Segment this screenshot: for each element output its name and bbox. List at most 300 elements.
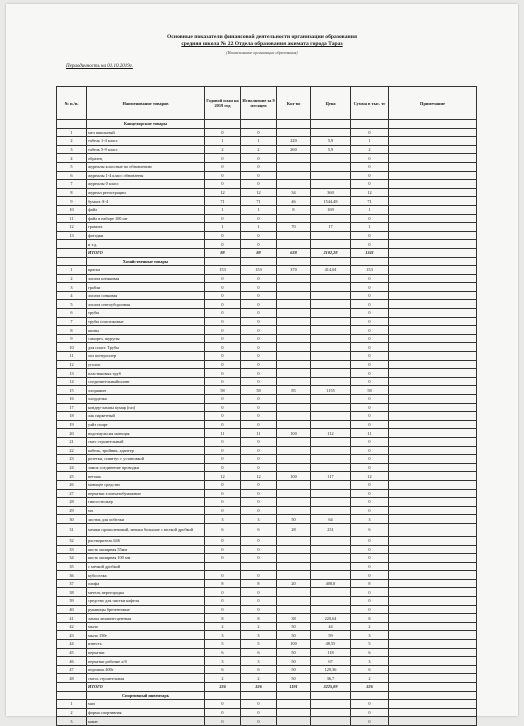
cell-qty: [277, 403, 311, 412]
cell-n: 1: [57, 266, 87, 275]
cell-note: [389, 360, 477, 369]
cell-sum: 0: [351, 506, 389, 515]
cell-sum: 0: [351, 395, 389, 404]
table-row: [57, 154, 477, 163]
cell-plan: 0: [205, 180, 241, 189]
cell-n: 5: [57, 300, 87, 309]
table-row: [57, 360, 477, 369]
cell-exec: 0: [241, 403, 277, 412]
cell-plan: 0: [205, 480, 241, 489]
cell-note: [389, 683, 477, 692]
cell-exec: 0: [241, 420, 277, 429]
cell-exec: 8: [241, 614, 277, 623]
cell-n: 7: [57, 180, 87, 189]
cell-sum: 0: [351, 717, 389, 726]
cell-price: [311, 554, 351, 563]
table-row: [57, 162, 477, 171]
cell-note: [389, 180, 477, 189]
cell-exec: 1: [241, 137, 277, 146]
cell-plan: 6: [205, 648, 241, 657]
section-row: [57, 691, 477, 700]
cell-note: [389, 571, 477, 580]
cell-sum: 8: [351, 614, 389, 623]
cell-plan: 0: [205, 506, 241, 515]
cell-qty: [277, 377, 311, 386]
cell-sum: 1: [351, 205, 389, 214]
cell-price: [311, 326, 351, 335]
cell-price: 5,9: [311, 137, 351, 146]
cell-qty: [277, 420, 311, 429]
cell-price: [311, 412, 351, 421]
table-cell: [57, 691, 87, 700]
table-cell: [389, 120, 477, 129]
cell-sum: 0: [351, 536, 389, 545]
cell-name: хол контроллер: [87, 352, 205, 361]
cell-price: 36,7: [311, 674, 351, 683]
cell-price: [311, 536, 351, 545]
cell-note: [389, 498, 477, 507]
cell-plan: 1: [205, 205, 241, 214]
cell-plan: 3: [205, 515, 241, 524]
cell-price: 169: [311, 205, 351, 214]
cell-sum: 0: [351, 334, 389, 343]
cell-price: [311, 571, 351, 580]
cell-name: перчатки хлопчатобумажные: [87, 489, 205, 498]
cell-sum: 1: [351, 137, 389, 146]
cell-exec: 0: [241, 536, 277, 545]
cell-note: [389, 597, 477, 606]
cell-note: [389, 605, 477, 614]
table-row: [57, 489, 477, 498]
cell-n: 38: [57, 588, 87, 597]
cell-qty: [277, 545, 311, 554]
cell-price: [311, 128, 351, 137]
cell-name: файл: [87, 205, 205, 214]
cell-exec: 0: [241, 334, 277, 343]
table-row: [57, 300, 477, 309]
cell-n: 39: [57, 597, 87, 606]
cell-plan: 88: [205, 248, 241, 257]
table-row: [57, 420, 477, 429]
cell-qty: [277, 554, 311, 563]
table-row: [57, 480, 477, 489]
cell-exec: 88: [241, 248, 277, 257]
table-row: [57, 403, 477, 412]
cell-n: 32: [57, 536, 87, 545]
cell-name: уголок: [87, 360, 205, 369]
cell-note: [389, 489, 477, 498]
cell-n: 22: [57, 446, 87, 455]
cell-n: 40: [57, 605, 87, 614]
cell-n: 15: [57, 386, 87, 395]
cell-exec: 58: [241, 386, 277, 395]
cell-note: [389, 515, 477, 524]
table-cell: [311, 257, 351, 266]
cell-price: [311, 498, 351, 507]
cell-name: олифа: [87, 579, 205, 588]
cell-name: журнал регистрации: [87, 188, 205, 197]
cell-sum: 12: [351, 472, 389, 481]
header-cell: Кол-во: [277, 87, 311, 120]
cell-plan: 0: [205, 274, 241, 283]
table-row: [57, 472, 477, 481]
cell-n: 13: [57, 369, 87, 378]
cell-sum: 3: [351, 515, 389, 524]
cell-qty: [277, 489, 311, 498]
header-cell: № п./п.: [57, 87, 87, 120]
cell-plan: 0: [205, 162, 241, 171]
cell-plan: 12: [205, 472, 241, 481]
cell-exec: 1: [241, 223, 277, 232]
cell-plan: 71: [205, 197, 241, 206]
cell-note: [389, 300, 477, 309]
cell-plan: 0: [205, 588, 241, 597]
cell-name: лопата снегоуборочная: [87, 300, 205, 309]
cell-plan: 0: [205, 171, 241, 180]
cell-price: 414,04: [311, 266, 351, 275]
cell-name: лопата совковая: [87, 291, 205, 300]
cell-exec: 6: [241, 665, 277, 674]
cell-n: 3: [57, 283, 87, 292]
cell-name: и т.д.: [87, 240, 205, 249]
cell-exec: 0: [241, 605, 277, 614]
table-cell: [277, 120, 311, 129]
cell-name: метель перегородка: [87, 588, 205, 597]
cell-price: [311, 489, 351, 498]
cell-price: 48,55: [311, 640, 351, 649]
table-row: [57, 369, 477, 378]
cell-price: [311, 455, 351, 464]
table-row: [57, 579, 477, 588]
cell-note: [389, 395, 477, 404]
table-row: [57, 429, 477, 438]
cell-qty: 1191: [277, 683, 311, 692]
cell-qty: [277, 369, 311, 378]
table-cell: [205, 691, 241, 700]
table-cell: [241, 120, 277, 129]
cell-qty: [277, 352, 311, 361]
cell-price: [311, 708, 351, 717]
cell-price: 2102,28: [311, 248, 351, 257]
cell-exec: 0: [241, 554, 277, 563]
cell-name: лампа люминесцентная: [87, 614, 205, 623]
cell-n: 34: [57, 554, 87, 563]
cell-qty: [277, 571, 311, 580]
table-row: [57, 545, 477, 554]
cell-qty: 260: [277, 145, 311, 154]
cell-price: 67: [311, 657, 351, 666]
table-row: [57, 291, 477, 300]
cell-n: [57, 248, 87, 257]
cell-price: [311, 162, 351, 171]
cell-exec: 0: [241, 162, 277, 171]
cell-n: 8: [57, 326, 87, 335]
cell-sum: 0: [351, 326, 389, 335]
cell-sum: 0: [351, 214, 389, 223]
cell-sum: 0: [351, 283, 389, 292]
cell-exec: 2: [241, 145, 277, 154]
cell-exec: 0: [241, 283, 277, 292]
cell-note: [389, 545, 477, 554]
cell-price: [311, 180, 351, 189]
cell-note: [389, 283, 477, 292]
cell-qty: [277, 274, 311, 283]
cell-name: известь: [87, 640, 205, 649]
cell-note: [389, 412, 477, 421]
cell-qty: 50: [277, 622, 311, 631]
cell-sum: 0: [351, 360, 389, 369]
table-row: [57, 674, 477, 683]
table-row: [57, 317, 477, 326]
cell-note: [389, 455, 477, 464]
cell-price: [311, 420, 351, 429]
table-row: [57, 554, 477, 563]
cell-exec: 3: [241, 631, 277, 640]
cell-plan: 0: [205, 446, 241, 455]
cell-qty: [277, 360, 311, 369]
cell-qty: 50: [277, 631, 311, 640]
cell-note: [389, 717, 477, 726]
cell-n: 4: [57, 291, 87, 300]
cell-sum: 0: [351, 180, 389, 189]
cell-exec: 0: [241, 154, 277, 163]
cell-exec: 0: [241, 545, 277, 554]
cell-name: бумага А-4: [87, 197, 205, 206]
header-cell: Годовой план на 2019 год: [205, 87, 241, 120]
cell-n: 5: [57, 162, 87, 171]
cell-price: 117: [311, 472, 351, 481]
cell-exec: 2: [241, 674, 277, 683]
cell-note: [389, 162, 477, 171]
cell-price: [311, 291, 351, 300]
table-row: [57, 412, 477, 421]
table-body: [57, 120, 477, 726]
cell-plan: 2: [205, 674, 241, 683]
cell-sum: 12: [351, 188, 389, 197]
cell-qty: 38: [277, 614, 311, 623]
table-row: [57, 657, 477, 666]
cell-sum: 0: [351, 291, 389, 300]
cell-name: мыло 150г: [87, 631, 205, 640]
cell-name: ИТОГО: [87, 683, 205, 692]
cell-sum: 0: [351, 300, 389, 309]
cell-plan: 6: [205, 523, 241, 536]
cell-sum: 1341: [351, 248, 389, 257]
table-row: [57, 708, 477, 717]
cell-qty: [277, 300, 311, 309]
cell-plan: 0: [205, 154, 241, 163]
cell-n: 28: [57, 498, 87, 507]
document-title-line2: средняя школа № 22 Отдела образования акимата города Тараз: [181, 41, 343, 47]
cell-price: [311, 231, 351, 240]
table-row: [57, 386, 477, 395]
cell-sum: 2: [351, 145, 389, 154]
table-row: [57, 631, 477, 640]
cell-name: табель 5-9 класс: [87, 145, 205, 154]
cell-n: 6: [57, 171, 87, 180]
cell-plan: 0: [205, 463, 241, 472]
cell-n: 43: [57, 631, 87, 640]
table-cell: [277, 257, 311, 266]
cell-name: саморез, шурупы: [87, 334, 205, 343]
cell-price: [311, 309, 351, 318]
cell-sum: 2: [351, 674, 389, 683]
total-row: [57, 683, 477, 692]
cell-n: 13: [57, 231, 87, 240]
section-title: Хозяйственные товары: [87, 257, 205, 266]
cell-exec: 0: [241, 369, 277, 378]
cell-qty: [277, 326, 311, 335]
cell-note: [389, 657, 477, 666]
cell-sum: 58: [351, 386, 389, 395]
table-row: [57, 214, 477, 223]
cell-qty: 46: [277, 197, 311, 206]
cell-plan: 0: [205, 283, 241, 292]
cell-plan: 0: [205, 717, 241, 726]
cell-exec: 71: [241, 197, 277, 206]
cell-sum: 71: [351, 197, 389, 206]
cell-sum: 0: [351, 128, 389, 137]
section-row: [57, 257, 477, 266]
section-title: Канцелярские товары: [87, 120, 205, 129]
cell-price: 44: [311, 622, 351, 631]
cell-note: [389, 562, 477, 571]
cell-sum: 0: [351, 240, 389, 249]
table-row: [57, 180, 477, 189]
cell-exec: 0: [241, 343, 277, 352]
cell-name: мч: [87, 506, 205, 515]
cell-sum: 0: [351, 571, 389, 580]
cell-name: гипсостильер: [87, 498, 205, 507]
table-row: [57, 128, 477, 137]
cell-n: 30: [57, 515, 87, 524]
table-cell: [241, 691, 277, 700]
cell-sum: 0: [351, 455, 389, 464]
table-row: [57, 665, 477, 674]
table-row: [57, 640, 477, 649]
cell-note: [389, 614, 477, 623]
table-row: [57, 274, 477, 283]
cell-sum: 0: [351, 489, 389, 498]
cell-exec: 0: [241, 274, 277, 283]
table-row: [57, 446, 477, 455]
cell-note: [389, 197, 477, 206]
cell-name: грамота: [87, 223, 205, 232]
cell-note: [389, 343, 477, 352]
cell-price: [311, 403, 351, 412]
table-header-row: [57, 87, 477, 120]
cell-plan: 1: [205, 223, 241, 232]
cell-sum: 0: [351, 446, 389, 455]
cell-plan: 0: [205, 128, 241, 137]
table-cell: [351, 120, 389, 129]
cell-price: [311, 597, 351, 606]
cell-price: 17: [311, 223, 351, 232]
cell-price: [311, 506, 351, 515]
header-cell: Исполнение за 9 месяцев: [241, 87, 277, 120]
organization-subnote: (Наименование организации образования): [226, 50, 298, 55]
cell-note: [389, 631, 477, 640]
table-cell: [57, 257, 87, 266]
cell-sum: 11: [351, 429, 389, 438]
cell-n: 18: [57, 412, 87, 421]
cell-plan: 0: [205, 334, 241, 343]
cell-exec: 11: [241, 429, 277, 438]
cell-name: краска: [87, 266, 205, 275]
cell-qty: 100: [277, 472, 311, 481]
cell-price: 3225,09: [311, 683, 351, 692]
cell-price: 64: [311, 515, 351, 524]
cell-name: уайт спирт: [87, 420, 205, 429]
cell-qty: 50: [277, 515, 311, 524]
cell-exec: 0: [241, 231, 277, 240]
document-sheet: [6, 4, 518, 724]
cell-n: 25: [57, 472, 87, 481]
cell-name: лопата штыковая: [87, 274, 205, 283]
cell-sum: 8: [351, 579, 389, 588]
cell-n: 9: [57, 334, 87, 343]
cell-qty: [277, 180, 311, 189]
cell-name: рукавицы брезентовые: [87, 605, 205, 614]
cell-sum: 1: [351, 223, 389, 232]
cell-price: 1544,48: [311, 197, 351, 206]
cell-note: [389, 446, 477, 455]
cell-name: перчатки: [87, 648, 205, 657]
cell-exec: 0: [241, 360, 277, 369]
table-row: [57, 326, 477, 335]
cell-price: [311, 317, 351, 326]
table-row: [57, 240, 477, 249]
cell-plan: 3: [205, 657, 241, 666]
cell-note: [389, 622, 477, 631]
cell-note: [389, 334, 477, 343]
cell-plan: 0: [205, 420, 241, 429]
cell-price: [311, 463, 351, 472]
cell-name: мел школьный: [87, 128, 205, 137]
section-row: [57, 120, 477, 129]
table-row: [57, 223, 477, 232]
cell-qty: [277, 562, 311, 571]
cell-sum: 6: [351, 665, 389, 674]
cell-sum: 0: [351, 154, 389, 163]
cell-n: 1: [57, 700, 87, 709]
cell-price: 129,36: [311, 665, 351, 674]
cell-n: 48: [57, 674, 87, 683]
table-cell: [277, 691, 311, 700]
cell-price: [311, 360, 351, 369]
cell-plan: 2: [205, 622, 241, 631]
cell-plan: 8: [205, 614, 241, 623]
cell-note: [389, 708, 477, 717]
cell-note: [389, 536, 477, 545]
cell-qty: [277, 171, 311, 180]
cell-n: 42: [57, 622, 87, 631]
cell-n: 36: [57, 571, 87, 580]
table-cell: [311, 691, 351, 700]
cell-note: [389, 188, 477, 197]
cell-name: файл в наборе 100 шт: [87, 214, 205, 223]
cell-exec: 0: [241, 128, 277, 137]
header-cell: Цена: [311, 87, 351, 120]
cell-name: хлорамин: [87, 386, 205, 395]
cell-sum: 3: [351, 657, 389, 666]
cell-qty: 50: [277, 648, 311, 657]
cell-plan: 0: [205, 437, 241, 446]
cell-sum: 0: [351, 369, 389, 378]
cell-exec: 0: [241, 300, 277, 309]
cell-n: 11: [57, 214, 87, 223]
cell-price: [311, 274, 351, 283]
